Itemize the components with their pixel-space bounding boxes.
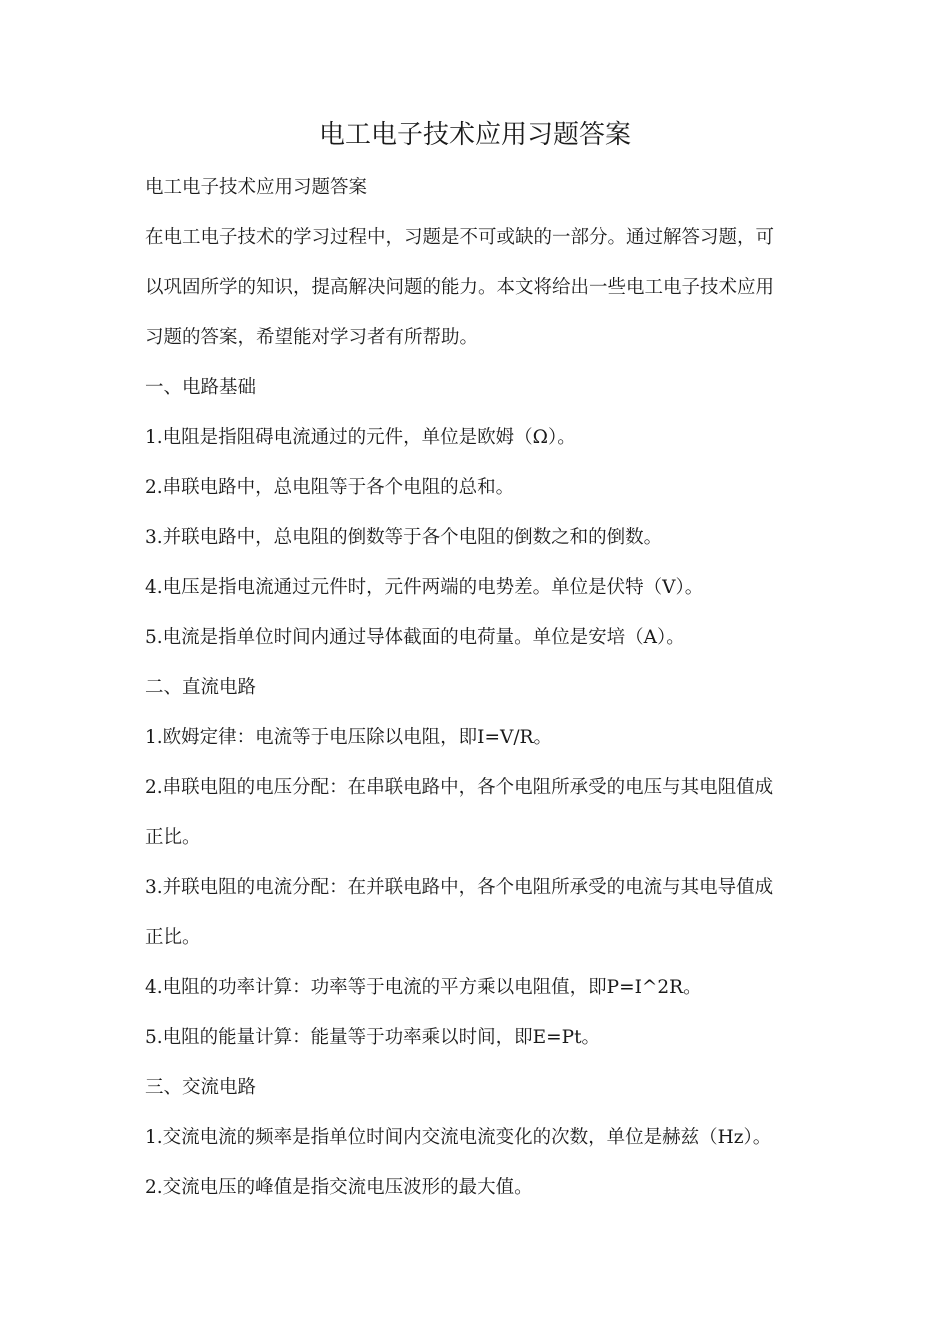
list-item: 3.并联电路中，总电阻的倒数等于各个电阻的倒数之和的倒数。 — [145, 527, 663, 548]
list-item: 1.交流电流的频率是指单位时间内交流电流变化的次数，单位是赫兹（Hz）。 — [145, 1127, 772, 1148]
list-item: 2.交流电压的峰值是指交流电压波形的最大值。 — [145, 1177, 533, 1198]
section-heading: 二、直流电路 — [145, 677, 257, 698]
list-item: 2.串联电阻的电压分配：在串联电路中，各个电阻所承受的电压与其电阻值成 — [145, 777, 774, 798]
section-heading: 一、电路基础 — [145, 377, 257, 398]
list-item: 5.电阻的能量计算：能量等于功率乘以时间，即E=Pt。 — [145, 1027, 601, 1048]
list-item: 1.欧姆定律：电流等于电压除以电阻，即I=V/R。 — [145, 727, 552, 748]
list-item-continuation: 正比。 — [145, 927, 201, 948]
list-item: 1.电阻是指阻碍电流通过的元件，单位是欧姆（Ω）。 — [145, 427, 576, 448]
page-title: 电工电子技术应用习题答案 — [318, 120, 631, 150]
list-item: 3.并联电阻的电流分配：在并联电路中，各个电阻所承受的电流与其电导值成 — [145, 877, 774, 898]
paragraph-line: 在电工电子技术的学习过程中，习题是不可或缺的一部分。通过解答习题，可 — [145, 227, 775, 248]
paragraph-line: 以巩固所学的知识，提高解决问题的能力。本文将给出一些电工电子技术应用 — [145, 277, 775, 298]
list-item-continuation: 正比。 — [145, 827, 201, 848]
subtitle-line: 电工电子技术应用习题答案 — [145, 177, 368, 198]
list-item: 4.电压是指电流通过元件时，元件两端的电势差。单位是伏特（V）。 — [145, 577, 704, 598]
paragraph-line: 习题的答案，希望能对学习者有所帮助。 — [145, 327, 479, 348]
section-heading: 三、交流电路 — [145, 1077, 257, 1098]
list-item: 2.串联电路中，总电阻等于各个电阻的总和。 — [145, 477, 515, 498]
list-item: 5.电流是指单位时间内通过导体截面的电荷量。单位是安培（A）。 — [145, 627, 685, 648]
list-item: 4.电阻的功率计算：功率等于电流的平方乘以电阻值，即P=I^2R。 — [145, 977, 702, 998]
